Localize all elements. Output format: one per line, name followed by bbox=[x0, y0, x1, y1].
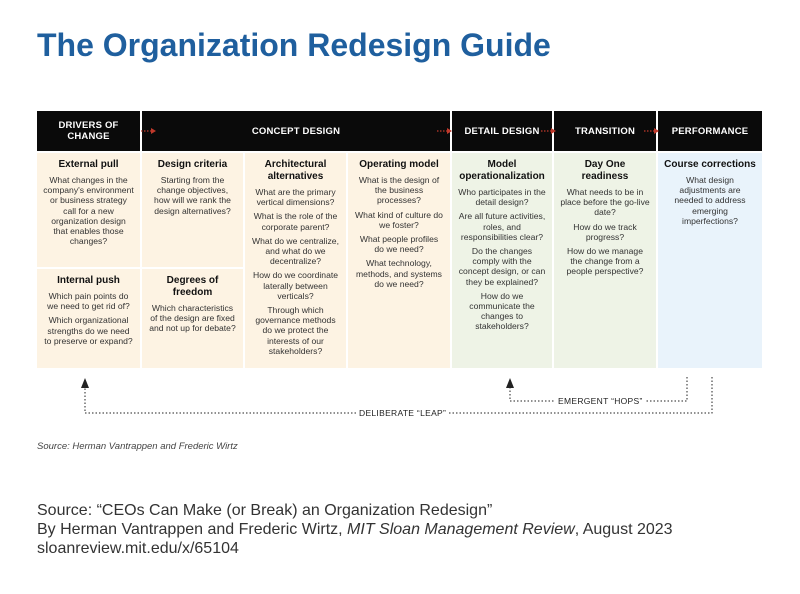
cell-architectural-title: Architectural alternatives bbox=[264, 159, 327, 182]
cell-day-one-title: Day One readiness bbox=[581, 159, 629, 182]
source-authors: By Herman Vantrappen and Frederic Wirtz, bbox=[37, 521, 348, 538]
cell-day-one-q1: What needs to be in place before the go-live date? bbox=[560, 187, 650, 218]
cell-model-op-q3: Do the changes comply with the concept design, or can they be explained? bbox=[458, 246, 546, 287]
deliberate-leap-label: DELIBERATE “LEAP” bbox=[356, 408, 449, 418]
deliberate-leap-arrowhead bbox=[81, 378, 89, 388]
cell-operating-model-q3: What people profiles do we need? bbox=[359, 234, 439, 255]
page-title: The Organization Redesign Guide bbox=[37, 27, 551, 63]
cell-operating-model-q2: What kind of culture do we foster? bbox=[355, 209, 443, 230]
cell-day-one-q2: How do we track progress? bbox=[573, 221, 637, 242]
source-url[interactable]: sloanreview.mit.edu/x/65104 bbox=[37, 540, 239, 557]
source-journal: MIT Sloan Management Review bbox=[347, 521, 575, 538]
cell-design-criteria-title: Design criteria bbox=[157, 159, 228, 170]
cell-architectural-q3: What do we centralize, and what do we decentralize? bbox=[252, 235, 339, 267]
cell-external-pull-title: External pull bbox=[58, 159, 119, 170]
cell-internal-push-q1: Which pain points do we need to get rid of? bbox=[47, 291, 130, 312]
header-detail-label: DETAIL DESIGN bbox=[464, 125, 540, 137]
source-line-2 bbox=[37, 520, 673, 539]
cell-internal-push-title: Internal push bbox=[57, 275, 120, 286]
cell-model-op-q1: Who participates in the detail design? bbox=[458, 187, 546, 208]
header-transition-label: TRANSITION bbox=[574, 125, 636, 137]
cell-model-op-q4: How do we communicate the changes to stakeholders? bbox=[469, 290, 535, 332]
cell-internal-push-q2: Which organizational strengths do we need to preserve or expand? bbox=[44, 315, 133, 346]
cell-architectural-q2: What is the role of the corporate parent? bbox=[253, 211, 338, 232]
header-performance-label: PERFORMANCE bbox=[671, 125, 749, 137]
header-concept-label: CONCEPT DESIGN bbox=[251, 125, 341, 137]
source-date: , August 2023 bbox=[574, 521, 673, 538]
cell-course-corr-q1: What design adjustments are needed to address emerging imperfections? bbox=[674, 175, 746, 226]
cell-design-criteria-q1: Starting from the change objectives, how will we rank the design alternatives? bbox=[154, 175, 231, 216]
cell-operating-model-q1: What is the design of the business processes? bbox=[358, 175, 440, 206]
emergent-hops-arrowhead bbox=[506, 378, 514, 388]
cell-degrees-freedom-q1: Which characteristics of the design are fixed and not up for debate? bbox=[149, 303, 236, 334]
source-small: Source: Herman Vantrappen and Frederic Wirtz bbox=[37, 441, 238, 452]
cell-external-pull-q1: What changes in the company's environment or business strategy call for a new organization design that enables those changes? bbox=[43, 175, 134, 247]
cell-model-op-title: Model operationalization bbox=[459, 159, 545, 182]
cell-degrees-freedom-title: Degrees of freedom bbox=[166, 275, 219, 298]
header-drivers-label: DRIVERS OF CHANGE bbox=[58, 120, 119, 142]
source-line-1: Source: “CEOs Can Make (or Break) an Organization Redesign” bbox=[37, 502, 493, 519]
cell-architectural-q5: Through which governance methods do we protect the interests of our stakeholders? bbox=[255, 305, 336, 356]
cell-operating-model-title: Operating model bbox=[359, 159, 439, 170]
cell-operating-model-q4: What technology, methods, and systems do we need? bbox=[356, 258, 442, 289]
cell-day-one-q3: How do we manage the change from a people perspective? bbox=[566, 246, 644, 277]
emergent-hops-label: EMERGENT “HOPS” bbox=[555, 396, 646, 406]
cell-course-corr-title: Course corrections bbox=[664, 159, 756, 170]
cell-architectural-q4: How do we coordinate laterally between verticals? bbox=[252, 270, 339, 301]
cell-model-op-q2: Are all future activities, roles, and responsibilities clear? bbox=[458, 211, 546, 242]
cell-architectural-q1: What are the primary vertical dimensions? bbox=[255, 187, 336, 208]
source-citation bbox=[37, 501, 673, 558]
